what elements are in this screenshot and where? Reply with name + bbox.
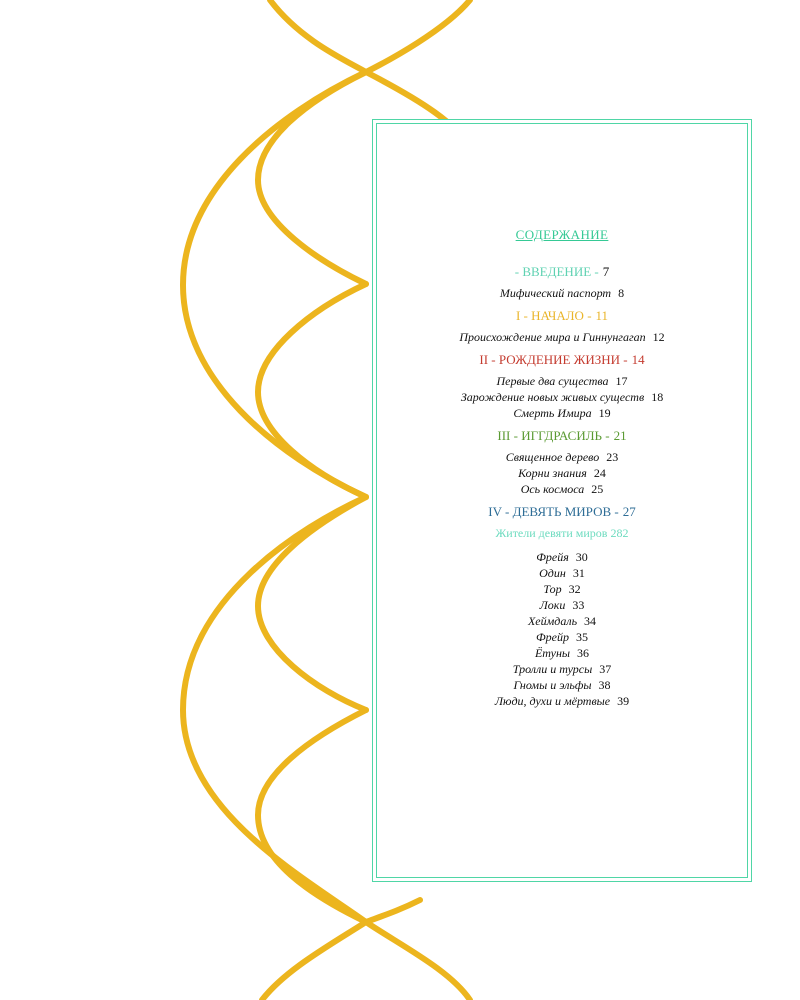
toc-item[interactable]	[373, 629, 751, 645]
section-part3[interactable]	[373, 427, 751, 445]
toc-item-label: Фрейр	[536, 630, 569, 644]
toc-item-page: 35	[575, 630, 588, 644]
toc-item[interactable]	[373, 405, 751, 421]
toc-item-page: 12	[652, 330, 665, 344]
table-of-contents	[373, 227, 751, 709]
toc-item-label: Священное дерево	[505, 450, 600, 464]
toc-item-page: 38	[598, 678, 611, 692]
toc-item-label: Ось космоса	[520, 482, 585, 496]
part3-items	[373, 449, 751, 497]
table-of-contents-frame	[372, 119, 752, 882]
toc-item[interactable]	[373, 373, 751, 389]
toc-item-page: 39	[617, 694, 630, 708]
toc-item-label: Ётуны	[534, 646, 571, 660]
section-part4-page: 27	[622, 504, 636, 519]
toc-item[interactable]	[373, 549, 751, 565]
section-part1[interactable]	[373, 307, 751, 325]
intro-items	[373, 285, 751, 301]
toc-item-label: Люди, духи и мёртвые	[494, 694, 611, 708]
toc-item-label: Тролли и турсы	[512, 662, 593, 676]
toc-item-page: 32	[568, 582, 581, 596]
toc-title: СОДЕРЖАНИЕ	[515, 227, 609, 242]
toc-item[interactable]	[373, 661, 751, 677]
toc-item-page: 31	[572, 566, 585, 580]
part4-items	[373, 549, 751, 709]
toc-item[interactable]	[373, 465, 751, 481]
part2-items	[373, 373, 751, 421]
toc-item[interactable]	[373, 565, 751, 581]
toc-item-label: Гномы и эльфы	[513, 678, 592, 692]
toc-item-page: 23	[606, 450, 619, 464]
toc-item-page: 36	[577, 646, 590, 660]
toc-item-page: 19	[598, 406, 611, 420]
toc-item-label: Мифический паспорт	[499, 286, 612, 300]
section-part3-label: III - ИГГДРАСИЛЬ -	[497, 428, 610, 443]
toc-item-page: 33	[572, 598, 585, 612]
toc-item[interactable]	[373, 329, 751, 345]
toc-item[interactable]	[373, 581, 751, 597]
toc-item-page: 25	[591, 482, 604, 496]
toc-item[interactable]	[373, 693, 751, 709]
toc-item-page: 18	[651, 390, 664, 404]
toc-item[interactable]	[373, 677, 751, 693]
subsection-inhabitants-page: 282	[610, 526, 629, 540]
part1-items	[373, 329, 751, 345]
toc-item-label: Локи	[539, 598, 566, 612]
toc-item-label: Тор	[543, 582, 562, 596]
toc-item-page: 37	[599, 662, 612, 676]
toc-item-label: Смерть Имира	[513, 406, 592, 420]
section-part2-page: 14	[631, 352, 645, 367]
toc-item-page: 17	[615, 374, 628, 388]
toc-item-page: 30	[575, 550, 588, 564]
section-intro-page: 7	[602, 264, 610, 279]
toc-item-page: 34	[584, 614, 597, 628]
toc-item[interactable]	[373, 597, 751, 613]
toc-item-page: 24	[593, 466, 606, 480]
section-part1-label: I - НАЧАЛО -	[515, 308, 592, 323]
subsection-inhabitants-label: Жители девяти миров	[495, 526, 608, 540]
toc-item-label: Первые два существа	[496, 374, 609, 388]
section-part2-label: II - РОЖДЕНИЕ ЖИЗНИ -	[479, 352, 628, 367]
toc-item-label: Один	[539, 566, 566, 580]
toc-item[interactable]	[373, 285, 751, 301]
toc-item-label: Фрейя	[536, 550, 569, 564]
section-intro[interactable]	[373, 263, 751, 281]
toc-item[interactable]	[373, 481, 751, 497]
toc-item[interactable]	[373, 613, 751, 629]
section-part3-page: 21	[613, 428, 627, 443]
subsection-inhabitants[interactable]	[373, 525, 751, 541]
section-part1-page: 11	[595, 308, 609, 323]
toc-item[interactable]	[373, 449, 751, 465]
toc-item[interactable]	[373, 645, 751, 661]
toc-item[interactable]	[373, 389, 751, 405]
toc-item-label: Хеймдаль	[527, 614, 578, 628]
section-intro-label: - ВВЕДЕНИЕ -	[514, 264, 599, 279]
toc-item-label: Происхождение мира и Гиннунгагап	[459, 330, 646, 344]
section-part4-label: IV - ДЕВЯТЬ МИРОВ -	[488, 504, 619, 519]
toc-item-page: 8	[618, 286, 625, 300]
section-part4[interactable]	[373, 503, 751, 521]
toc-item-label: Зарождение новых живых существ	[460, 390, 645, 404]
toc-item-label: Корни знания	[518, 466, 587, 480]
section-part2[interactable]	[373, 351, 751, 369]
